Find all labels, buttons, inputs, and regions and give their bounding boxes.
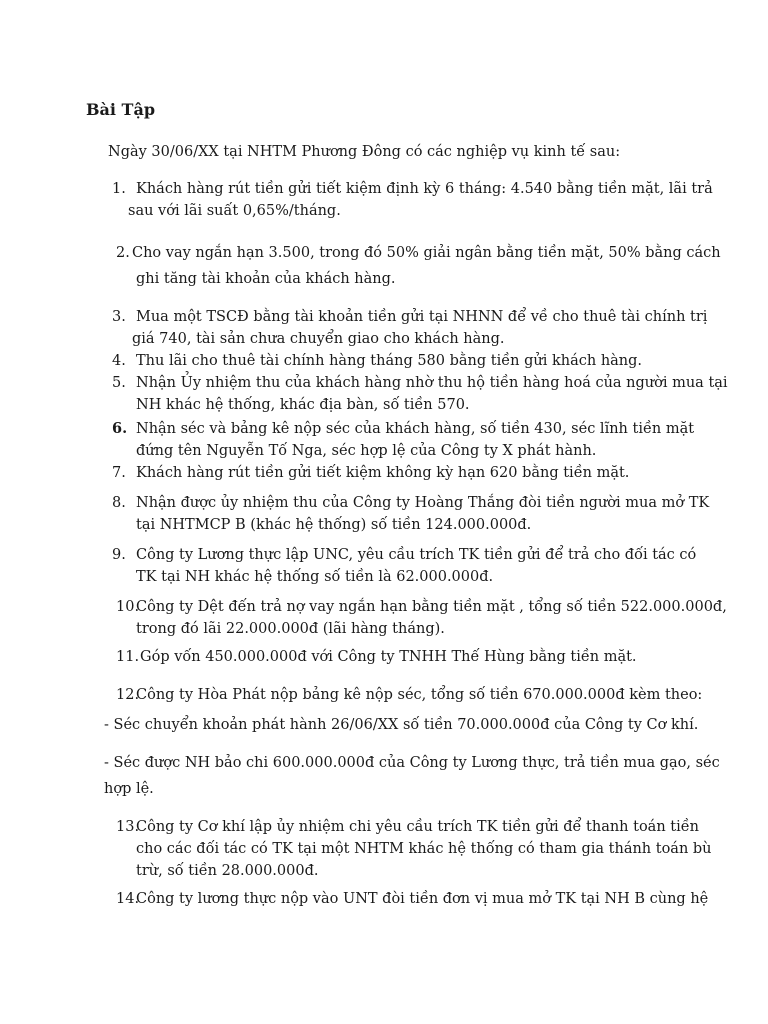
item-line: Góp vốn 450.000.000đ với Công ty TNHH Thế Hùng bằng tiền mặt. bbox=[140, 649, 637, 665]
item-line: trừ, số tiền 28.000.000đ. bbox=[136, 863, 319, 879]
item-text bbox=[136, 816, 712, 882]
item-line: giá 740, tài sản chưa chuyển giao cho khách hàng. bbox=[132, 331, 505, 347]
item-text bbox=[136, 418, 695, 462]
list-item bbox=[116, 816, 712, 882]
item-number: 9. bbox=[112, 547, 126, 563]
item-text bbox=[128, 178, 713, 222]
list-item bbox=[116, 888, 709, 910]
item-line: sau với lãi suất 0,65%/tháng. bbox=[128, 203, 341, 219]
item-text bbox=[136, 372, 728, 416]
item-line: Khách hàng rút tiền gửi tiết kiệm không kỳ hạn 620 bằng tiền mặt. bbox=[136, 465, 630, 481]
item-number: 4. bbox=[112, 353, 126, 369]
item-line: Công ty Lương thực lập UNC, yêu cầu trích TK tiền gửi để trả cho đối tác có bbox=[136, 547, 697, 563]
item-text bbox=[132, 306, 708, 350]
item-text bbox=[136, 684, 703, 706]
item-line: Công ty Cơ khí lập ủy nhiệm chi yêu cầu trích TK tiền gửi để thanh toán tiền bbox=[136, 819, 699, 835]
item-line: ghi tăng tài khoản của khách hàng. bbox=[136, 271, 396, 287]
item-line: Thu lãi cho thuê tài chính hàng tháng 580 bằng tiền gửi khách hàng. bbox=[136, 353, 643, 369]
item-number: 6. bbox=[112, 420, 128, 437]
list-item bbox=[112, 372, 728, 416]
sub-item bbox=[104, 712, 699, 738]
sub-item bbox=[104, 750, 720, 802]
item-text bbox=[132, 242, 721, 290]
item-text bbox=[136, 350, 682, 372]
item-line: đứng tên Nguyễn Tố Nga, séc hợp lệ của Công ty X phát hành. bbox=[136, 443, 597, 459]
item-line: Nhận séc và bảng kê nộp séc của khách hàng, số tiền 430, séc lĩnh tiền mặt bbox=[136, 421, 695, 437]
item-number: 8. bbox=[112, 495, 126, 511]
list-item bbox=[112, 418, 695, 462]
list-item bbox=[112, 350, 682, 372]
item-number: 13. bbox=[116, 819, 140, 835]
item-line: tại NHTMCP B (khác hệ thống) số tiền 124.000.000đ. bbox=[136, 517, 532, 533]
item-line: Khách hàng rút tiền gửi tiết kiệm định kỳ 6 tháng: 4.540 bằng tiền mặt, lãi trả bbox=[136, 181, 713, 197]
item-line: TK tại NH khác hệ thống số tiền là 62.000.000đ. bbox=[136, 569, 494, 585]
sub-item-line: hợp lệ. bbox=[104, 781, 154, 797]
item-line: trong đó lãi 22.000.000đ (lãi hàng tháng). bbox=[136, 621, 445, 637]
item-number: 14. bbox=[116, 891, 140, 907]
item-line: Mua một TSCĐ bằng tài khoản tiền gửi tại NHNN để về cho thuê tài chính trị bbox=[136, 309, 708, 325]
item-line: cho các đối tác có TK tại một NHTM khác hệ thống có tham gia thánh toán bù bbox=[136, 841, 712, 857]
list-item bbox=[112, 462, 682, 484]
item-text bbox=[140, 646, 686, 668]
item-text bbox=[136, 544, 697, 588]
item-number: 1. bbox=[112, 181, 126, 197]
item-number: 12. bbox=[116, 687, 140, 703]
list-item bbox=[116, 596, 727, 640]
item-text bbox=[136, 888, 709, 910]
sub-item-line: - Séc chuyển khoản phát hành 26/06/XX số tiền 70.000.000đ của Công ty Cơ khí. bbox=[104, 717, 699, 733]
item-number: 11. bbox=[116, 649, 140, 665]
list-item bbox=[112, 492, 710, 536]
item-line: Nhận Ủy nhiệm thu của khách hàng nhờ thu hộ tiền hàng hoá của người mua tại bbox=[136, 375, 728, 391]
item-number: 10. bbox=[116, 599, 140, 615]
item-line: Công ty Dệt đến trả nợ vay ngắn hạn bằng tiền mặt , tổng số tiền 522.000.000đ, bbox=[136, 599, 727, 615]
list-item bbox=[112, 306, 708, 350]
item-line: Công ty lương thực nộp vào UNT đòi tiền đơn vị mua mở TK tại NH B cùng hệ bbox=[136, 891, 709, 907]
item-number: 3. bbox=[112, 309, 126, 325]
sub-item-line: - Séc được NH bảo chi 600.000.000đ của Công ty Lương thực, trả tiền mua gạo, séc bbox=[104, 755, 720, 771]
item-line: NH khác hệ thống, khác địa bàn, số tiền 570. bbox=[136, 397, 470, 413]
item-number: 7. bbox=[112, 465, 126, 481]
item-text bbox=[136, 492, 710, 536]
page-title: Bài Tập bbox=[86, 100, 155, 119]
item-line: Công ty Hòa Phát nộp bảng kê nộp séc, tổng số tiền 670.000.000đ kèm theo: bbox=[136, 687, 703, 703]
list-item bbox=[116, 242, 721, 290]
item-line: Nhận được ủy nhiệm thu của Công ty Hoàng Thắng đòi tiền người mua mở TK bbox=[136, 495, 710, 511]
item-line: Cho vay ngắn hạn 3.500, trong đó 50% giải ngân bằng tiền mặt, 50% bằng cách bbox=[132, 245, 721, 261]
intro-paragraph: Ngày 30/06/XX tại NHTM Phương Đông có các nghiệp vụ kinh tế sau: bbox=[108, 144, 621, 160]
list-item bbox=[116, 684, 703, 706]
item-text bbox=[136, 596, 727, 640]
item-number: 2. bbox=[116, 245, 130, 261]
list-item bbox=[116, 646, 686, 668]
item-text bbox=[136, 462, 682, 484]
list-item bbox=[112, 178, 713, 222]
list-item bbox=[112, 544, 697, 588]
item-number: 5. bbox=[112, 375, 126, 391]
